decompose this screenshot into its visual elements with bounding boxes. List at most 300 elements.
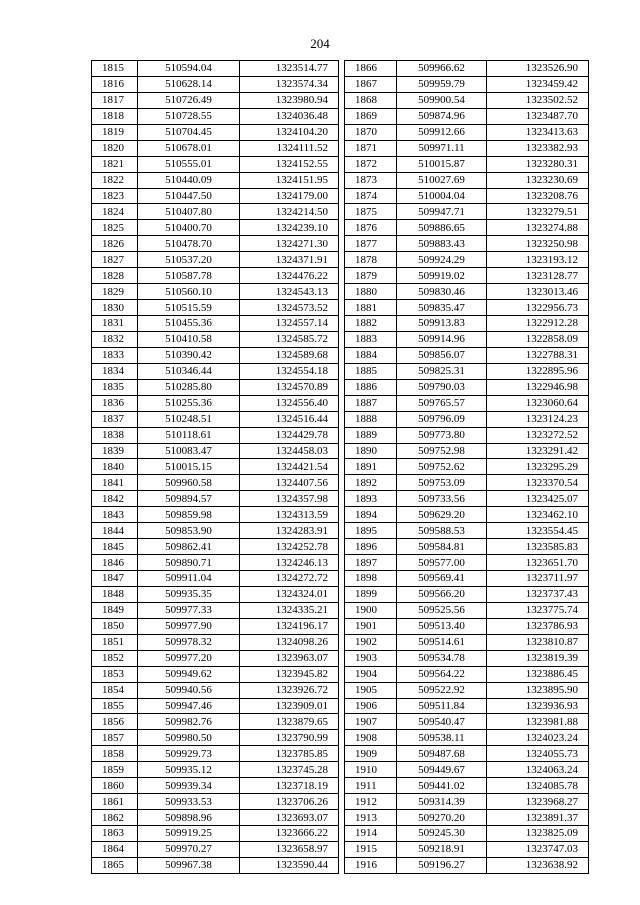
- point-number-cell: 1869: [345, 108, 397, 124]
- point-number-cell: 1842: [92, 491, 138, 507]
- y-coordinate-cell: 1323711.97: [487, 571, 589, 587]
- point-number-cell: 1873: [345, 172, 397, 188]
- x-coordinate-cell: 510455.36: [138, 316, 240, 332]
- table-row: [345, 507, 589, 523]
- y-coordinate-cell: 1324357.98: [240, 491, 339, 507]
- table-row: [345, 427, 589, 443]
- y-coordinate-cell: 1323909.01: [240, 698, 339, 714]
- y-coordinate-cell: 1323060.64: [487, 395, 589, 411]
- x-coordinate-cell: 509752.98: [397, 443, 487, 459]
- x-coordinate-cell: 509196.27: [397, 857, 487, 873]
- table-row: [92, 347, 339, 363]
- point-number-cell: 1856: [92, 714, 138, 730]
- table-row: [92, 443, 339, 459]
- x-coordinate-cell: 509890.71: [138, 555, 240, 571]
- x-coordinate-cell: 509978.32: [138, 634, 240, 650]
- point-number-cell: 1901: [345, 618, 397, 634]
- x-coordinate-cell: 509629.20: [397, 507, 487, 523]
- table-row: [345, 379, 589, 395]
- y-coordinate-cell: 1324272.72: [240, 571, 339, 587]
- x-coordinate-cell: 509894.57: [138, 491, 240, 507]
- table-row: [92, 379, 339, 395]
- x-coordinate-cell: 509971.11: [397, 140, 487, 156]
- point-number-cell: 1916: [345, 857, 397, 873]
- y-coordinate-cell: 1323891.37: [487, 810, 589, 826]
- point-number-cell: 1841: [92, 475, 138, 491]
- point-number-cell: 1849: [92, 602, 138, 618]
- y-coordinate-cell: 1324151.95: [240, 172, 339, 188]
- x-coordinate-cell: 509270.20: [397, 810, 487, 826]
- y-coordinate-cell: 1323279.51: [487, 204, 589, 220]
- x-coordinate-cell: 509862.41: [138, 539, 240, 555]
- y-coordinate-cell: 1323272.52: [487, 427, 589, 443]
- x-coordinate-cell: 509935.35: [138, 586, 240, 602]
- x-coordinate-cell: 510027.69: [397, 172, 487, 188]
- x-coordinate-cell: 509525.56: [397, 602, 487, 618]
- y-coordinate-cell: 1323651.70: [487, 555, 589, 571]
- table-row: [345, 571, 589, 587]
- table-row: [345, 650, 589, 666]
- table-row: [345, 826, 589, 842]
- y-coordinate-cell: 1323193.12: [487, 252, 589, 268]
- x-coordinate-cell: 509449.67: [397, 762, 487, 778]
- x-coordinate-cell: 510390.42: [138, 347, 240, 363]
- table-row: [345, 586, 589, 602]
- y-coordinate-cell: 1323775.74: [487, 602, 589, 618]
- y-coordinate-cell: 1324371.91: [240, 252, 339, 268]
- table-row: [345, 618, 589, 634]
- x-coordinate-cell: 510015.15: [138, 459, 240, 475]
- x-coordinate-cell: 509949.62: [138, 666, 240, 682]
- x-coordinate-cell: 509538.11: [397, 730, 487, 746]
- x-coordinate-cell: 509914.96: [397, 331, 487, 347]
- x-coordinate-cell: 509733.56: [397, 491, 487, 507]
- y-coordinate-cell: 1324104.20: [240, 124, 339, 140]
- point-number-cell: 1872: [345, 156, 397, 172]
- y-coordinate-cell: 1324585.72: [240, 331, 339, 347]
- y-coordinate-cell: 1323554.45: [487, 523, 589, 539]
- x-coordinate-cell: 509522.92: [397, 682, 487, 698]
- x-coordinate-cell: 509514.61: [397, 634, 487, 650]
- table-row: [92, 459, 339, 475]
- point-number-cell: 1825: [92, 220, 138, 236]
- point-number-cell: 1903: [345, 650, 397, 666]
- point-number-cell: 1855: [92, 698, 138, 714]
- table-row: [92, 730, 339, 746]
- point-number-cell: 1824: [92, 204, 138, 220]
- y-coordinate-cell: 1324476.22: [240, 268, 339, 284]
- table-row: [92, 172, 339, 188]
- point-number-cell: 1895: [345, 523, 397, 539]
- x-coordinate-cell: 509245.30: [397, 826, 487, 842]
- x-coordinate-cell: 509540.47: [397, 714, 487, 730]
- x-coordinate-cell: 510478.70: [138, 236, 240, 252]
- y-coordinate-cell: 1323963.07: [240, 650, 339, 666]
- x-coordinate-cell: 509980.50: [138, 730, 240, 746]
- point-number-cell: 1846: [92, 555, 138, 571]
- point-number-cell: 1879: [345, 268, 397, 284]
- y-coordinate-cell: 1324324.01: [240, 586, 339, 602]
- y-coordinate-cell: 1324516.44: [240, 411, 339, 427]
- point-number-cell: 1891: [345, 459, 397, 475]
- x-coordinate-cell: 509314.39: [397, 794, 487, 810]
- table-row: [92, 316, 339, 332]
- y-coordinate-cell: 1323718.19: [240, 778, 339, 794]
- point-number-cell: 1900: [345, 602, 397, 618]
- point-number-cell: 1909: [345, 746, 397, 762]
- table-row: [92, 714, 339, 730]
- y-coordinate-cell: 1323370.54: [487, 475, 589, 491]
- x-coordinate-cell: 509825.31: [397, 363, 487, 379]
- point-number-cell: 1883: [345, 331, 397, 347]
- point-number-cell: 1857: [92, 730, 138, 746]
- x-coordinate-cell: 509441.02: [397, 778, 487, 794]
- table-row: [92, 76, 339, 92]
- table-row: [345, 204, 589, 220]
- x-coordinate-cell: 510118.61: [138, 427, 240, 443]
- table-row: [92, 507, 339, 523]
- x-coordinate-cell: 509564.22: [397, 666, 487, 682]
- point-number-cell: 1864: [92, 841, 138, 857]
- y-coordinate-cell: 1323208.76: [487, 188, 589, 204]
- point-number-cell: 1865: [92, 857, 138, 873]
- point-number-cell: 1820: [92, 140, 138, 156]
- y-coordinate-cell: 1324573.52: [240, 300, 339, 316]
- y-coordinate-cell: 1323295.29: [487, 459, 589, 475]
- x-coordinate-cell: 509947.71: [397, 204, 487, 220]
- point-number-cell: 1839: [92, 443, 138, 459]
- table-row: [345, 714, 589, 730]
- point-number-cell: 1892: [345, 475, 397, 491]
- table-row: [92, 682, 339, 698]
- y-coordinate-cell: 1323886.45: [487, 666, 589, 682]
- table-row: [345, 140, 589, 156]
- y-coordinate-cell: 1323879.65: [240, 714, 339, 730]
- x-coordinate-cell: 510407.80: [138, 204, 240, 220]
- point-number-cell: 1826: [92, 236, 138, 252]
- y-coordinate-cell: 1324055.73: [487, 746, 589, 762]
- x-coordinate-cell: 510555.01: [138, 156, 240, 172]
- x-coordinate-cell: 509534.78: [397, 650, 487, 666]
- table-row: [92, 124, 339, 140]
- table-row: [92, 555, 339, 571]
- table-row: [92, 61, 339, 77]
- y-coordinate-cell: 1323250.98: [487, 236, 589, 252]
- y-coordinate-cell: 1324543.13: [240, 284, 339, 300]
- x-coordinate-cell: 509929.73: [138, 746, 240, 762]
- x-coordinate-cell: 509218.91: [397, 841, 487, 857]
- y-coordinate-cell: 1324085.78: [487, 778, 589, 794]
- point-number-cell: 1874: [345, 188, 397, 204]
- table-row: [345, 666, 589, 682]
- y-coordinate-cell: 1324179.00: [240, 188, 339, 204]
- point-number-cell: 1866: [345, 61, 397, 77]
- y-coordinate-cell: 1323790.99: [240, 730, 339, 746]
- point-number-cell: 1848: [92, 586, 138, 602]
- table-row: [92, 634, 339, 650]
- point-number-cell: 1867: [345, 76, 397, 92]
- x-coordinate-cell: 509898.96: [138, 810, 240, 826]
- y-coordinate-cell: 1323590.44: [240, 857, 339, 873]
- y-coordinate-cell: 1323502.52: [487, 92, 589, 108]
- y-coordinate-cell: 1323981.88: [487, 714, 589, 730]
- table-row: [345, 682, 589, 698]
- point-number-cell: 1906: [345, 698, 397, 714]
- table-row: [345, 634, 589, 650]
- x-coordinate-cell: 509912.66: [397, 124, 487, 140]
- table-row: [345, 188, 589, 204]
- table-row: [92, 523, 339, 539]
- table-row: [345, 347, 589, 363]
- table-row: [345, 443, 589, 459]
- x-coordinate-cell: 510440.09: [138, 172, 240, 188]
- x-coordinate-cell: 509935.12: [138, 762, 240, 778]
- point-number-cell: 1888: [345, 411, 397, 427]
- y-coordinate-cell: 1324196.17: [240, 618, 339, 634]
- table-row: [345, 746, 589, 762]
- table-row: [92, 268, 339, 284]
- point-number-cell: 1831: [92, 316, 138, 332]
- x-coordinate-cell: 510704.45: [138, 124, 240, 140]
- table-row: [345, 810, 589, 826]
- table-row: [345, 459, 589, 475]
- x-coordinate-cell: 510410.58: [138, 331, 240, 347]
- y-coordinate-cell: 1323291.42: [487, 443, 589, 459]
- table-row: [92, 762, 339, 778]
- point-number-cell: 1847: [92, 571, 138, 587]
- x-coordinate-cell: 509939.34: [138, 778, 240, 794]
- y-coordinate-cell: 1323666.22: [240, 826, 339, 842]
- x-coordinate-cell: 509967.38: [138, 857, 240, 873]
- y-coordinate-cell: 1324335.21: [240, 602, 339, 618]
- point-number-cell: 1829: [92, 284, 138, 300]
- point-number-cell: 1907: [345, 714, 397, 730]
- table-row: [92, 650, 339, 666]
- table-row: [92, 300, 339, 316]
- y-coordinate-cell: 1324407.56: [240, 475, 339, 491]
- point-number-cell: 1880: [345, 284, 397, 300]
- x-coordinate-cell: 509913.83: [397, 316, 487, 332]
- y-coordinate-cell: 1323124.23: [487, 411, 589, 427]
- table-row: [92, 411, 339, 427]
- point-number-cell: 1840: [92, 459, 138, 475]
- point-number-cell: 1896: [345, 539, 397, 555]
- table-row: [92, 778, 339, 794]
- point-number-cell: 1858: [92, 746, 138, 762]
- y-coordinate-cell: 1323462.10: [487, 507, 589, 523]
- x-coordinate-cell: 510447.50: [138, 188, 240, 204]
- table-row: [345, 395, 589, 411]
- x-coordinate-cell: 510285.80: [138, 379, 240, 395]
- table-row: [92, 108, 339, 124]
- table-row: [345, 76, 589, 92]
- point-number-cell: 1868: [345, 92, 397, 108]
- table-row: [345, 841, 589, 857]
- table-row: [92, 857, 339, 873]
- table-row: [345, 475, 589, 491]
- table-row: [92, 794, 339, 810]
- table-row: [345, 730, 589, 746]
- table-row: [92, 491, 339, 507]
- x-coordinate-cell: 509911.04: [138, 571, 240, 587]
- x-coordinate-cell: 509883.43: [397, 236, 487, 252]
- y-coordinate-cell: 1324421.54: [240, 459, 339, 475]
- point-number-cell: 1870: [345, 124, 397, 140]
- y-coordinate-cell: 1324036.48: [240, 108, 339, 124]
- y-coordinate-cell: 1324152.55: [240, 156, 339, 172]
- y-coordinate-cell: 1323230.69: [487, 172, 589, 188]
- y-coordinate-cell: 1323819.39: [487, 650, 589, 666]
- y-coordinate-cell: 1323274.88: [487, 220, 589, 236]
- y-coordinate-cell: 1323382.93: [487, 140, 589, 156]
- point-number-cell: 1915: [345, 841, 397, 857]
- table-row: [345, 92, 589, 108]
- table-row: [92, 92, 339, 108]
- table-row: [92, 826, 339, 842]
- x-coordinate-cell: 509919.25: [138, 826, 240, 842]
- y-coordinate-cell: 1323926.72: [240, 682, 339, 698]
- y-coordinate-cell: 1323693.07: [240, 810, 339, 826]
- table-row: [345, 284, 589, 300]
- point-number-cell: 1832: [92, 331, 138, 347]
- y-coordinate-cell: 1322946.98: [487, 379, 589, 395]
- point-number-cell: 1853: [92, 666, 138, 682]
- x-coordinate-cell: 509859.98: [138, 507, 240, 523]
- y-coordinate-cell: 1324252.78: [240, 539, 339, 555]
- point-number-cell: 1911: [345, 778, 397, 794]
- y-coordinate-cell: 1323785.85: [240, 746, 339, 762]
- point-number-cell: 1818: [92, 108, 138, 124]
- point-number-cell: 1835: [92, 379, 138, 395]
- table-row: [345, 108, 589, 124]
- x-coordinate-cell: 510255.36: [138, 395, 240, 411]
- x-coordinate-cell: 509924.29: [397, 252, 487, 268]
- point-number-cell: 1884: [345, 347, 397, 363]
- table-row: [92, 363, 339, 379]
- x-coordinate-cell: 510678.01: [138, 140, 240, 156]
- point-number-cell: 1816: [92, 76, 138, 92]
- table-row: [345, 252, 589, 268]
- table-row: [92, 746, 339, 762]
- point-number-cell: 1817: [92, 92, 138, 108]
- table-row: [345, 268, 589, 284]
- table-row: [92, 331, 339, 347]
- coordinates-table-left: [91, 60, 339, 874]
- y-coordinate-cell: 1322912.28: [487, 316, 589, 332]
- y-coordinate-cell: 1323747.03: [487, 841, 589, 857]
- point-number-cell: 1815: [92, 61, 138, 77]
- y-coordinate-cell: 1323013.46: [487, 284, 589, 300]
- x-coordinate-cell: 509790.03: [397, 379, 487, 395]
- y-coordinate-cell: 1323514.77: [240, 61, 339, 77]
- y-coordinate-cell: 1324246.13: [240, 555, 339, 571]
- point-number-cell: 1852: [92, 650, 138, 666]
- x-coordinate-cell: 509933.53: [138, 794, 240, 810]
- point-number-cell: 1881: [345, 300, 397, 316]
- point-number-cell: 1886: [345, 379, 397, 395]
- x-coordinate-cell: 509835.47: [397, 300, 487, 316]
- x-coordinate-cell: 510015.87: [397, 156, 487, 172]
- point-number-cell: 1823: [92, 188, 138, 204]
- y-coordinate-cell: 1323128.77: [487, 268, 589, 284]
- point-number-cell: 1860: [92, 778, 138, 794]
- point-number-cell: 1844: [92, 523, 138, 539]
- table-row: [92, 204, 339, 220]
- point-number-cell: 1828: [92, 268, 138, 284]
- y-coordinate-cell: 1324570.89: [240, 379, 339, 395]
- y-coordinate-cell: 1323706.26: [240, 794, 339, 810]
- x-coordinate-cell: 510726.49: [138, 92, 240, 108]
- x-coordinate-cell: 510004.04: [397, 188, 487, 204]
- point-number-cell: 1821: [92, 156, 138, 172]
- x-coordinate-cell: 509940.56: [138, 682, 240, 698]
- y-coordinate-cell: 1323936.93: [487, 698, 589, 714]
- coordinates-table-right-body: [345, 61, 589, 874]
- y-coordinate-cell: 1323825.09: [487, 826, 589, 842]
- point-number-cell: 1834: [92, 363, 138, 379]
- x-coordinate-cell: 509753.09: [397, 475, 487, 491]
- table-row: [92, 252, 339, 268]
- point-number-cell: 1897: [345, 555, 397, 571]
- point-number-cell: 1871: [345, 140, 397, 156]
- x-coordinate-cell: 509919.02: [397, 268, 487, 284]
- point-number-cell: 1878: [345, 252, 397, 268]
- x-coordinate-cell: 509796.09: [397, 411, 487, 427]
- point-number-cell: 1887: [345, 395, 397, 411]
- x-coordinate-cell: 509900.54: [397, 92, 487, 108]
- point-number-cell: 1850: [92, 618, 138, 634]
- table-row: [92, 427, 339, 443]
- x-coordinate-cell: 509959.79: [397, 76, 487, 92]
- table-row: [92, 236, 339, 252]
- x-coordinate-cell: 509566.20: [397, 586, 487, 602]
- y-coordinate-cell: 1322788.31: [487, 347, 589, 363]
- y-coordinate-cell: 1323280.31: [487, 156, 589, 172]
- y-coordinate-cell: 1323658.97: [240, 841, 339, 857]
- table-row: [92, 220, 339, 236]
- table-row: [345, 331, 589, 347]
- table-row: [345, 61, 589, 77]
- x-coordinate-cell: 510537.20: [138, 252, 240, 268]
- y-coordinate-cell: 1323425.07: [487, 491, 589, 507]
- y-coordinate-cell: 1324283.91: [240, 523, 339, 539]
- table-row: [345, 602, 589, 618]
- table-row: [345, 156, 589, 172]
- table-row: [92, 841, 339, 857]
- y-coordinate-cell: 1324556.40: [240, 395, 339, 411]
- x-coordinate-cell: 509588.53: [397, 523, 487, 539]
- point-number-cell: 1914: [345, 826, 397, 842]
- table-row: [92, 475, 339, 491]
- point-number-cell: 1836: [92, 395, 138, 411]
- x-coordinate-cell: 509977.90: [138, 618, 240, 634]
- y-coordinate-cell: 1323737.43: [487, 586, 589, 602]
- y-coordinate-cell: 1324557.14: [240, 316, 339, 332]
- point-number-cell: 1910: [345, 762, 397, 778]
- table-row: [92, 140, 339, 156]
- x-coordinate-cell: 509874.96: [397, 108, 487, 124]
- table-row: [345, 491, 589, 507]
- x-coordinate-cell: 509577.00: [397, 555, 487, 571]
- point-number-cell: 1822: [92, 172, 138, 188]
- x-coordinate-cell: 509977.20: [138, 650, 240, 666]
- table-row: [92, 698, 339, 714]
- point-number-cell: 1893: [345, 491, 397, 507]
- table-row: [92, 602, 339, 618]
- x-coordinate-cell: 509752.62: [397, 459, 487, 475]
- point-number-cell: 1913: [345, 810, 397, 826]
- y-coordinate-cell: 1324271.30: [240, 236, 339, 252]
